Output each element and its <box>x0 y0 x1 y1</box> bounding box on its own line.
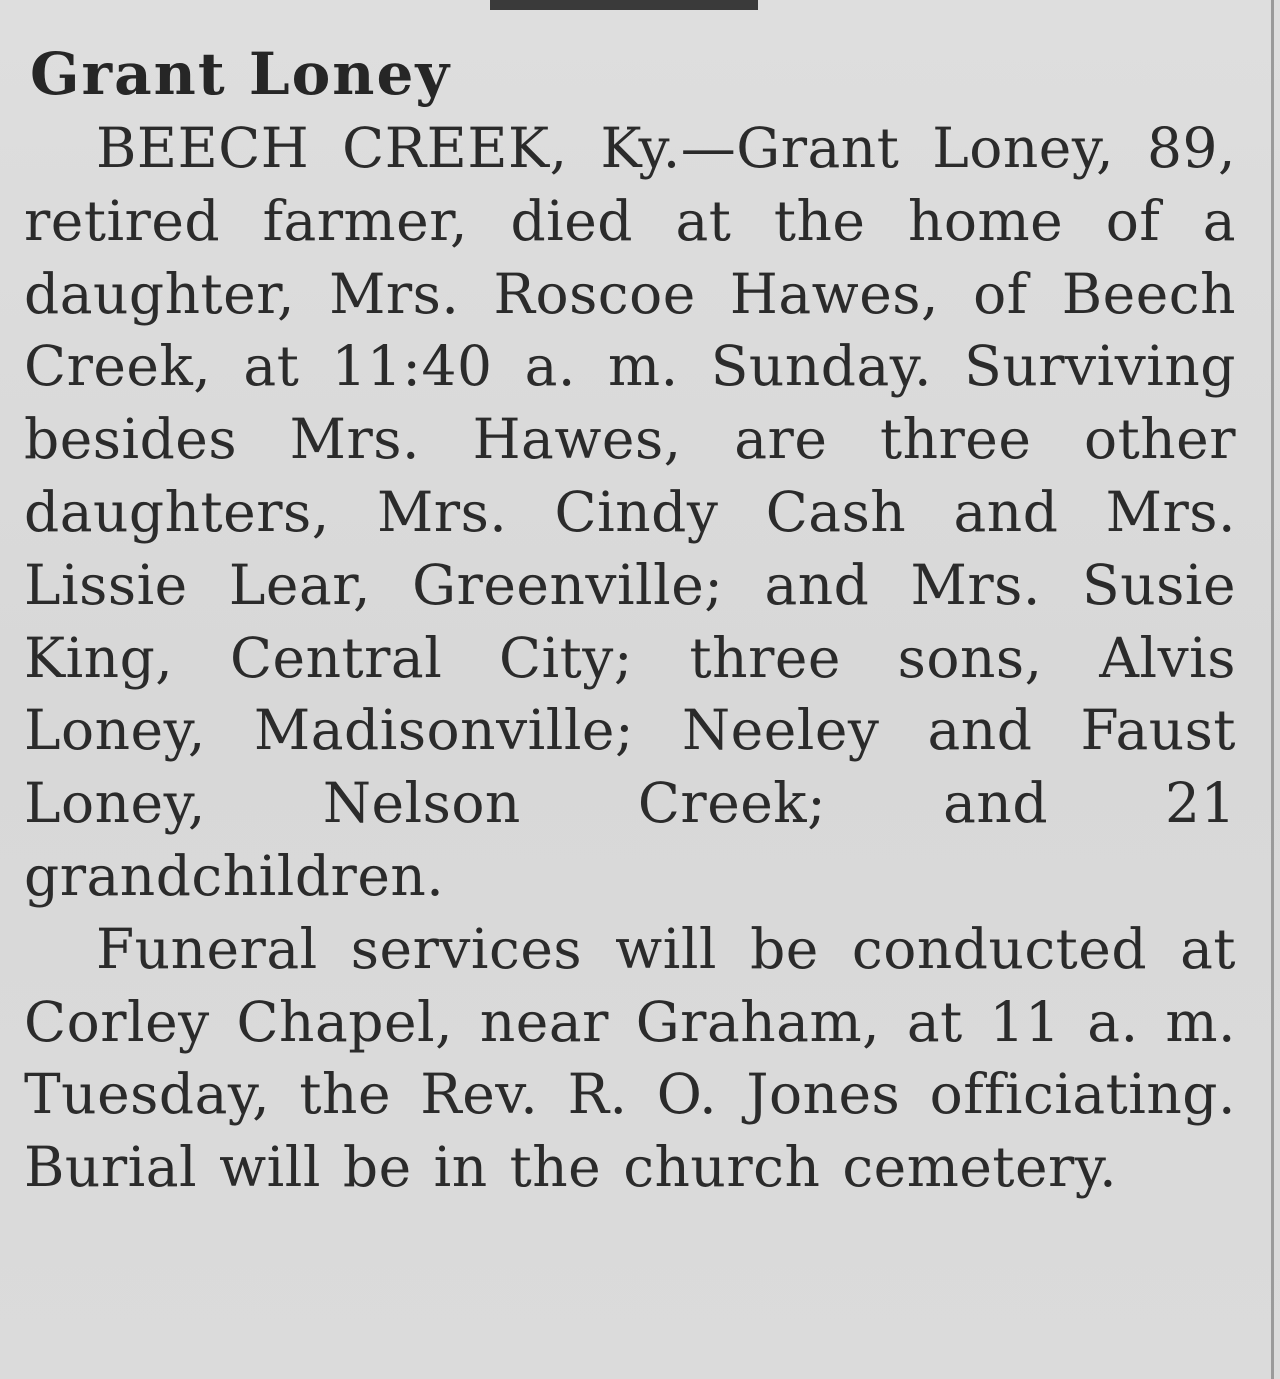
obituary-paragraph-death-notice: BEECH CREEK, Ky.—Grant Loney, 89, retired farmer, died at the home of a daughter, Mrs. Roscoe Hawes, of Beech Creek, at 11:40 a. m. Sunday. Surviving besides Mrs. Hawes, are three other daughters, Mrs. Cindy Cash and Mrs. Lissie Lear, Greenville; and Mrs. Susie King, Central City; three sons, Alvis Loney, Madisonville; Neeley and Faust Loney, Nelson Creek; and 21 grandchildren. <box>24 116 1236 908</box>
obituary-body <box>24 112 1236 1204</box>
obituary-headline: Grant Loney <box>30 40 452 108</box>
column-edge-line <box>1271 0 1274 1379</box>
obituary-paragraph-funeral: Funeral services will be conducted at Corley Chapel, near Graham, at 11 a. m. Tuesday, the Rev. R. O. Jones officiating. Burial will be in the church cemetery. <box>24 916 1236 1200</box>
column-divider-rule <box>490 0 758 10</box>
